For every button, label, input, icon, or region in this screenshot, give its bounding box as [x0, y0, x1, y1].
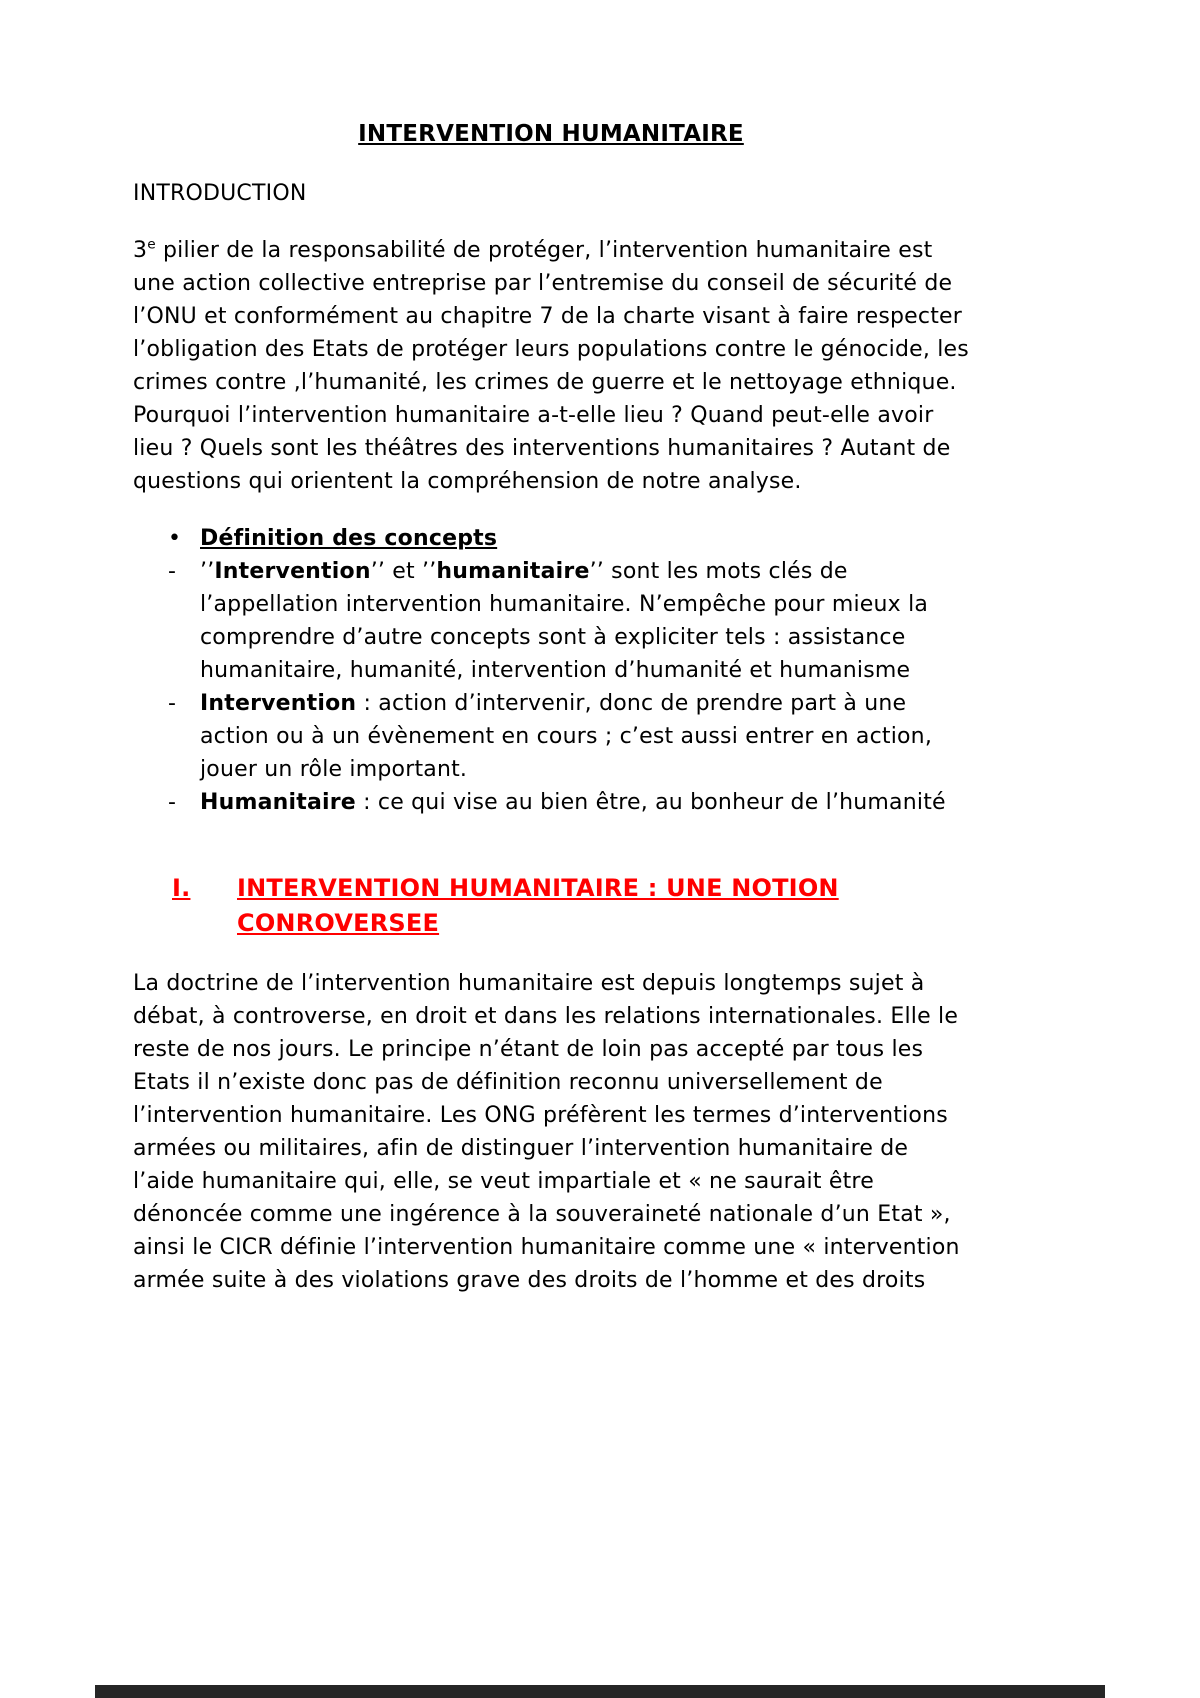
definitions-heading: Définition des concepts: [200, 526, 498, 551]
intro-paragraph-number: 3: [133, 238, 148, 263]
section-heading: [133, 871, 969, 941]
definition-item-intervention: [133, 687, 969, 786]
definition-quote-open: ’’: [200, 559, 215, 584]
definition-item-keywords: [133, 555, 969, 687]
section-paragraph: La doctrine de l’intervention humanitaire est depuis longtemps sujet à débat, à controverse, en droit et dans les relations internationales. Elle le reste de nos jours. Le principe n’étant de loin pas accepté par tous les Etats il n’existe donc pas de définition reconnu universellement de l’intervention humanitaire. Les ONG préfèrent les termes d’interventions armées ou militaires, afin de distinguer l’intervention humanitaire de l’aide humanitaire qui, elle, se veut impartiale et « ne saurait être dénoncée comme une ingérence à la souveraineté nationale d’un Etat », ainsi le CICR définie l’intervention humanitaire comme une « intervention armée suite à des violations grave des droits de l’homme et des droits: [133, 971, 960, 1293]
document-content: [133, 118, 969, 1321]
definitions-heading-item: [133, 522, 969, 555]
section-heading-text: INTERVENTION HUMANITAIRE : UNE NOTION CONROVERSEE: [237, 874, 839, 937]
section-number: I.: [172, 874, 191, 902]
intro-paragraph: [133, 234, 969, 498]
definition-item-text: : ce qui vise au bien être, au bonheur de l’humanité: [355, 790, 946, 815]
definition-term-humanitaire: humanitaire: [436, 559, 590, 584]
definition-item-humanitaire: [133, 786, 969, 819]
definition-item-text: : action d’intervenir, donc de prendre part à une action ou à un évènement en cours ; c’est aussi entrer en action, jouer un rôle important.: [200, 691, 933, 782]
dash-marker: -: [168, 559, 177, 584]
document-title: INTERVENTION HUMANITAIRE: [358, 121, 744, 147]
intro-paragraph-text: pilier de la responsabilité de protéger, l’intervention humanitaire est une action collective entreprise par l’entremise du conseil de sécurité de l’ONU et conformément au chapitre 7 de la charte visant à faire respecter l’obligation des Etats de protéger leurs populations contre le génocide, les crimes contre ,l’humanité, les crimes de guerre et le nettoyage ethnique. Pourquoi l’intervention humanitaire a-t-elle lieu ? Quand peut-elle avoir lieu ? Quels sont les théâtres des interventions humanitaires ? Autant de questions qui orientent la compréhension de notre analyse.: [133, 238, 969, 494]
definition-item-text: ’’ sont les mots clés de l’appellation intervention humanitaire. N’empêche pour mieux la comprendre d’autre concepts sont à expliciter tels : assistance humanitaire, humanité, intervention d’humanité et humanisme: [200, 559, 929, 683]
definition-term-intervention: Intervention: [214, 559, 371, 584]
ordinal-superscript: e: [147, 236, 156, 253]
definition-quote-mid: ’’ et ’’: [370, 559, 437, 584]
page-separator: [95, 1685, 1105, 1698]
definition-term-bold: Humanitaire: [200, 790, 356, 815]
bullet-marker: •: [168, 526, 182, 551]
definition-term-bold: Intervention: [200, 691, 357, 716]
introduction-label: INTRODUCTION: [133, 181, 307, 206]
definitions-list: [133, 522, 969, 819]
dash-marker: -: [168, 691, 177, 716]
dash-marker: -: [168, 790, 177, 815]
